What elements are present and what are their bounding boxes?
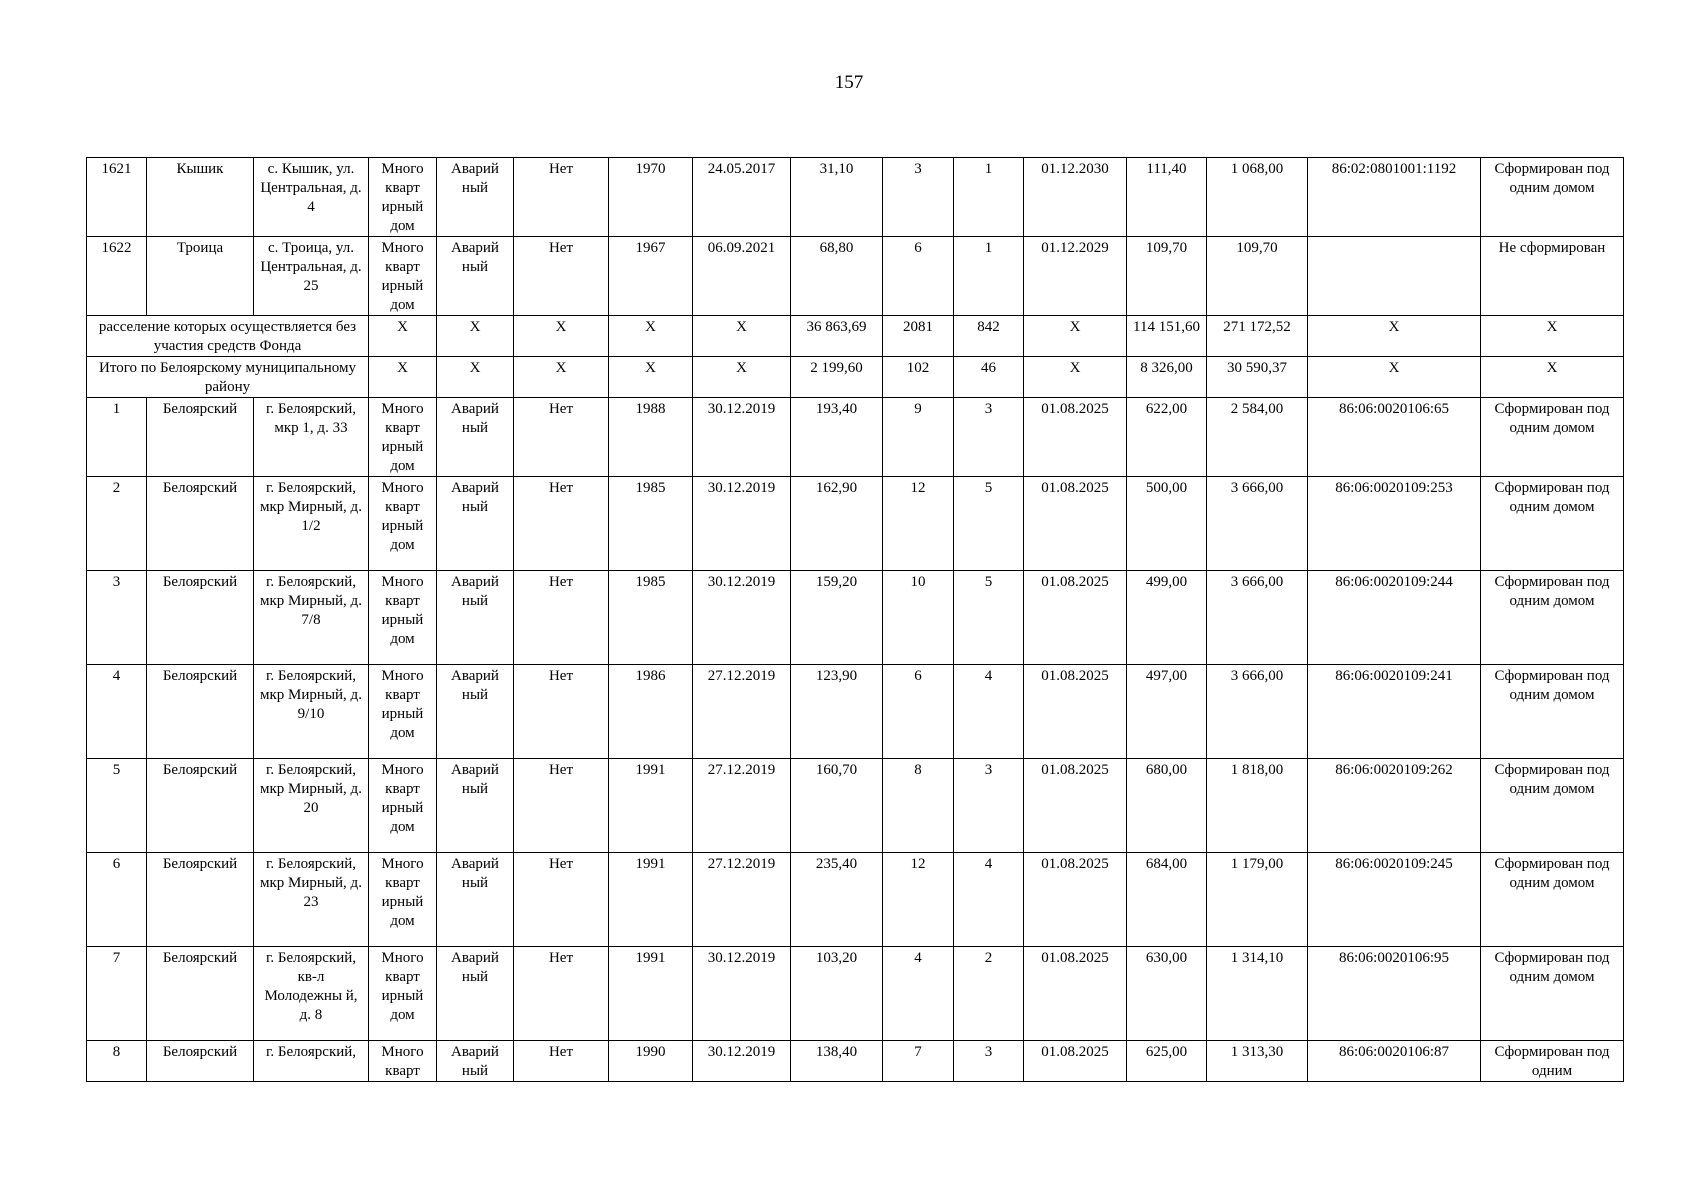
summary-cell-persons: 102 (883, 357, 954, 398)
cell-type: Много кварт ирный дом (369, 853, 437, 947)
cell-no: 8 (87, 1041, 147, 1082)
cell-addr: г. Белоярский, мкр 1, д. 33 (254, 398, 369, 477)
cell-area: 193,40 (791, 398, 883, 477)
cell-mun: Белоярский (147, 398, 254, 477)
cell-status: Аварий ный (437, 571, 514, 665)
cell-cadastral: 86:06:0020106:65 (1308, 398, 1481, 477)
cell-plan: 01.08.2025 (1024, 665, 1127, 759)
cell-land-area: 680,00 (1127, 759, 1207, 853)
cell-year: 1991 (609, 947, 693, 1041)
cell-year: 1967 (609, 237, 693, 316)
cell-no: 1622 (87, 237, 147, 316)
cell-cadastral: 86:06:0020109:253 (1308, 477, 1481, 571)
cell-type: Много кварт ирный дом (369, 759, 437, 853)
summary-cell-land-area: 8 326,00 (1127, 357, 1207, 398)
cell-year: 1988 (609, 398, 693, 477)
cell-area2: 3 666,00 (1207, 477, 1308, 571)
cell-type: Много кварт ирный дом (369, 158, 437, 237)
summary-cell-c4: X (609, 357, 693, 398)
cell-persons: 10 (883, 571, 954, 665)
cell-type: Много кварт ирный дом (369, 477, 437, 571)
cell-type: Много кварт ирный дом (369, 571, 437, 665)
cell-flag: Нет (514, 853, 609, 947)
cell-persons: 9 (883, 398, 954, 477)
summary-cell-cadastral: X (1308, 316, 1481, 357)
cell-addr: г. Белоярский, кв-л Молодежны й, д. 8 (254, 947, 369, 1041)
cell-status: Аварий ный (437, 759, 514, 853)
table-row (87, 853, 1624, 947)
cell-plan: 01.08.2025 (1024, 759, 1127, 853)
cell-year: 1991 (609, 853, 693, 947)
cell-year: 1970 (609, 158, 693, 237)
cell-no: 7 (87, 947, 147, 1041)
summary-row (87, 357, 1624, 398)
cell-flats: 5 (954, 477, 1024, 571)
cell-date: 27.12.2019 (693, 759, 791, 853)
housing-registry-table (86, 157, 1624, 1082)
cell-status: Аварий ный (437, 158, 514, 237)
cell-flats: 3 (954, 759, 1024, 853)
cell-land-area: 622,00 (1127, 398, 1207, 477)
cell-land-area: 500,00 (1127, 477, 1207, 571)
summary-cell-flats: 842 (954, 316, 1024, 357)
cell-persons: 8 (883, 759, 954, 853)
cell-area: 103,20 (791, 947, 883, 1041)
cell-cadastral: 86:06:0020109:245 (1308, 853, 1481, 947)
page-number: 157 (834, 72, 864, 93)
cell-plan: 01.08.2025 (1024, 571, 1127, 665)
cell-mun: Белоярский (147, 947, 254, 1041)
cell-plan: 01.08.2025 (1024, 1041, 1127, 1082)
cell-mun: Белоярский (147, 571, 254, 665)
cell-year: 1990 (609, 1041, 693, 1082)
cell-flag: Нет (514, 947, 609, 1041)
cell-area2: 1 818,00 (1207, 759, 1308, 853)
table-row (87, 477, 1624, 571)
cell-cadastral (1308, 237, 1481, 316)
cell-type: Много кварт ирный дом (369, 947, 437, 1041)
cell-persons: 7 (883, 1041, 954, 1082)
cell-land: Сформирован под одним домом (1481, 477, 1624, 571)
cell-area: 235,40 (791, 853, 883, 947)
summary-label: Итого по Белоярскому муниципальному району (87, 357, 369, 398)
cell-persons: 3 (883, 158, 954, 237)
table-row (87, 571, 1624, 665)
cell-land: Сформирован под одним домом (1481, 665, 1624, 759)
cell-date: 27.12.2019 (693, 853, 791, 947)
cell-mun: Кышик (147, 158, 254, 237)
cell-land-area: 625,00 (1127, 1041, 1207, 1082)
cell-year: 1985 (609, 571, 693, 665)
summary-cell-c5: X (693, 357, 791, 398)
cell-date: 30.12.2019 (693, 1041, 791, 1082)
cell-cadastral: 86:06:0020106:95 (1308, 947, 1481, 1041)
summary-label: расселение которых осуществляется без участия средств Фонда (87, 316, 369, 357)
table-row (87, 158, 1624, 237)
summary-cell-land-area: 114 151,60 (1127, 316, 1207, 357)
cell-land-area: 684,00 (1127, 853, 1207, 947)
summary-cell-c3: X (514, 357, 609, 398)
cell-no: 5 (87, 759, 147, 853)
cell-status: Аварий ный (437, 1041, 514, 1082)
summary-cell-c2: X (437, 316, 514, 357)
cell-flag: Нет (514, 158, 609, 237)
cell-land-area: 630,00 (1127, 947, 1207, 1041)
cell-land: Сформирован под одним домом (1481, 571, 1624, 665)
cell-cadastral: 86:06:0020109:244 (1308, 571, 1481, 665)
cell-addr: г. Белоярский, мкр Мирный, д. 7/8 (254, 571, 369, 665)
cell-flats: 4 (954, 665, 1024, 759)
cell-land: Сформирован под одним домом (1481, 158, 1624, 237)
cell-flats: 5 (954, 571, 1024, 665)
cell-status: Аварий ный (437, 947, 514, 1041)
cell-flats: 1 (954, 158, 1024, 237)
summary-cell-area2: 30 590,37 (1207, 357, 1308, 398)
cell-land: Сформирован под одним домом (1481, 759, 1624, 853)
cell-area: 31,10 (791, 158, 883, 237)
summary-cell-c5: X (693, 316, 791, 357)
cell-date: 24.05.2017 (693, 158, 791, 237)
cell-no: 4 (87, 665, 147, 759)
cell-addr: г. Белоярский, мкр Мирный, д. 9/10 (254, 665, 369, 759)
table-body (87, 158, 1624, 1082)
cell-land: Сформирован под одним домом (1481, 947, 1624, 1041)
summary-cell-area: 2 199,60 (791, 357, 883, 398)
cell-plan: 01.12.2029 (1024, 237, 1127, 316)
summary-row (87, 316, 1624, 357)
cell-addr: с. Троица, ул. Центральная, д. 25 (254, 237, 369, 316)
cell-area2: 1 068,00 (1207, 158, 1308, 237)
cell-area: 159,20 (791, 571, 883, 665)
cell-plan: 01.12.2030 (1024, 158, 1127, 237)
cell-year: 1985 (609, 477, 693, 571)
cell-date: 30.12.2019 (693, 571, 791, 665)
cell-area: 160,70 (791, 759, 883, 853)
cell-area2: 1 314,10 (1207, 947, 1308, 1041)
cell-cadastral: 86:02:0801001:1192 (1308, 158, 1481, 237)
cell-status: Аварий ный (437, 398, 514, 477)
cell-land-area: 497,00 (1127, 665, 1207, 759)
cell-type: Много кварт ирный дом (369, 665, 437, 759)
cell-flats: 2 (954, 947, 1024, 1041)
summary-cell-cadastral: X (1308, 357, 1481, 398)
cell-date: 30.12.2019 (693, 398, 791, 477)
cell-year: 1986 (609, 665, 693, 759)
table-row (87, 665, 1624, 759)
table-row (87, 947, 1624, 1041)
cell-persons: 6 (883, 237, 954, 316)
cell-mun: Белоярский (147, 1041, 254, 1082)
summary-cell-persons: 2081 (883, 316, 954, 357)
cell-flag: Нет (514, 398, 609, 477)
cell-land: Сформирован под одним домом (1481, 853, 1624, 947)
summary-cell-c1: X (369, 316, 437, 357)
cell-area2: 3 666,00 (1207, 665, 1308, 759)
table-row (87, 398, 1624, 477)
cell-status: Аварий ный (437, 477, 514, 571)
cell-mun: Троица (147, 237, 254, 316)
cell-persons: 12 (883, 477, 954, 571)
cell-status: Аварий ный (437, 853, 514, 947)
cell-land-area: 499,00 (1127, 571, 1207, 665)
cell-land: Не сформирован (1481, 237, 1624, 316)
summary-cell-c4: X (609, 316, 693, 357)
cell-flag: Нет (514, 237, 609, 316)
cell-mun: Белоярский (147, 477, 254, 571)
cell-no: 6 (87, 853, 147, 947)
summary-cell-area2: 271 172,52 (1207, 316, 1308, 357)
summary-cell-land: X (1481, 316, 1624, 357)
cell-addr: г. Белоярский, мкр Мирный, д. 23 (254, 853, 369, 947)
cell-area2: 2 584,00 (1207, 398, 1308, 477)
cell-area2: 3 666,00 (1207, 571, 1308, 665)
cell-type: Много кварт ирный дом (369, 398, 437, 477)
cell-plan: 01.08.2025 (1024, 398, 1127, 477)
cell-persons: 4 (883, 947, 954, 1041)
summary-cell-c3: X (514, 316, 609, 357)
table-row (87, 759, 1624, 853)
cell-mun: Белоярский (147, 853, 254, 947)
cell-cadastral: 86:06:0020106:87 (1308, 1041, 1481, 1082)
cell-cadastral: 86:06:0020109:262 (1308, 759, 1481, 853)
summary-cell-plan: X (1024, 316, 1127, 357)
cell-flats: 3 (954, 1041, 1024, 1082)
cell-area: 68,80 (791, 237, 883, 316)
cell-area: 138,40 (791, 1041, 883, 1082)
cell-status: Аварий ный (437, 665, 514, 759)
cell-flag: Нет (514, 759, 609, 853)
cell-no: 1 (87, 398, 147, 477)
cell-area2: 1 313,30 (1207, 1041, 1308, 1082)
cell-area: 162,90 (791, 477, 883, 571)
cell-flag: Нет (514, 1041, 609, 1082)
cell-addr: г. Белоярский, мкр Мирный, д. 20 (254, 759, 369, 853)
cell-status: Аварий ный (437, 237, 514, 316)
cell-addr: г. Белоярский, мкр Мирный, д. 1/2 (254, 477, 369, 571)
summary-cell-c2: X (437, 357, 514, 398)
summary-cell-flats: 46 (954, 357, 1024, 398)
cell-flats: 4 (954, 853, 1024, 947)
cell-date: 30.12.2019 (693, 947, 791, 1041)
cell-type: Много кварт ирный дом (369, 237, 437, 316)
cell-flats: 3 (954, 398, 1024, 477)
cell-area: 123,90 (791, 665, 883, 759)
cell-flag: Нет (514, 665, 609, 759)
summary-cell-c1: X (369, 357, 437, 398)
cell-addr: г. Белоярский, (254, 1041, 369, 1082)
summary-cell-area: 36 863,69 (791, 316, 883, 357)
table-row (87, 237, 1624, 316)
cell-land-area: 111,40 (1127, 158, 1207, 237)
cell-no: 1621 (87, 158, 147, 237)
cell-persons: 12 (883, 853, 954, 947)
cell-flag: Нет (514, 477, 609, 571)
cell-mun: Белоярский (147, 759, 254, 853)
cell-plan: 01.08.2025 (1024, 477, 1127, 571)
summary-cell-land: X (1481, 357, 1624, 398)
cell-addr: с. Кышик, ул. Центральная, д. 4 (254, 158, 369, 237)
cell-flag: Нет (514, 571, 609, 665)
cell-cadastral: 86:06:0020109:241 (1308, 665, 1481, 759)
cell-land-area: 109,70 (1127, 237, 1207, 316)
cell-no: 3 (87, 571, 147, 665)
cell-plan: 01.08.2025 (1024, 853, 1127, 947)
cell-land: Сформирован под одним домом (1481, 398, 1624, 477)
cell-date: 30.12.2019 (693, 477, 791, 571)
cell-date: 06.09.2021 (693, 237, 791, 316)
cell-year: 1991 (609, 759, 693, 853)
cell-area2: 109,70 (1207, 237, 1308, 316)
cell-date: 27.12.2019 (693, 665, 791, 759)
table-row (87, 1041, 1624, 1082)
cell-no: 2 (87, 477, 147, 571)
cell-mun: Белоярский (147, 665, 254, 759)
summary-cell-plan: X (1024, 357, 1127, 398)
cell-land: Сформирован под одним (1481, 1041, 1624, 1082)
cell-persons: 6 (883, 665, 954, 759)
cell-type: Много кварт (369, 1041, 437, 1082)
cell-flats: 1 (954, 237, 1024, 316)
cell-area2: 1 179,00 (1207, 853, 1308, 947)
cell-plan: 01.08.2025 (1024, 947, 1127, 1041)
